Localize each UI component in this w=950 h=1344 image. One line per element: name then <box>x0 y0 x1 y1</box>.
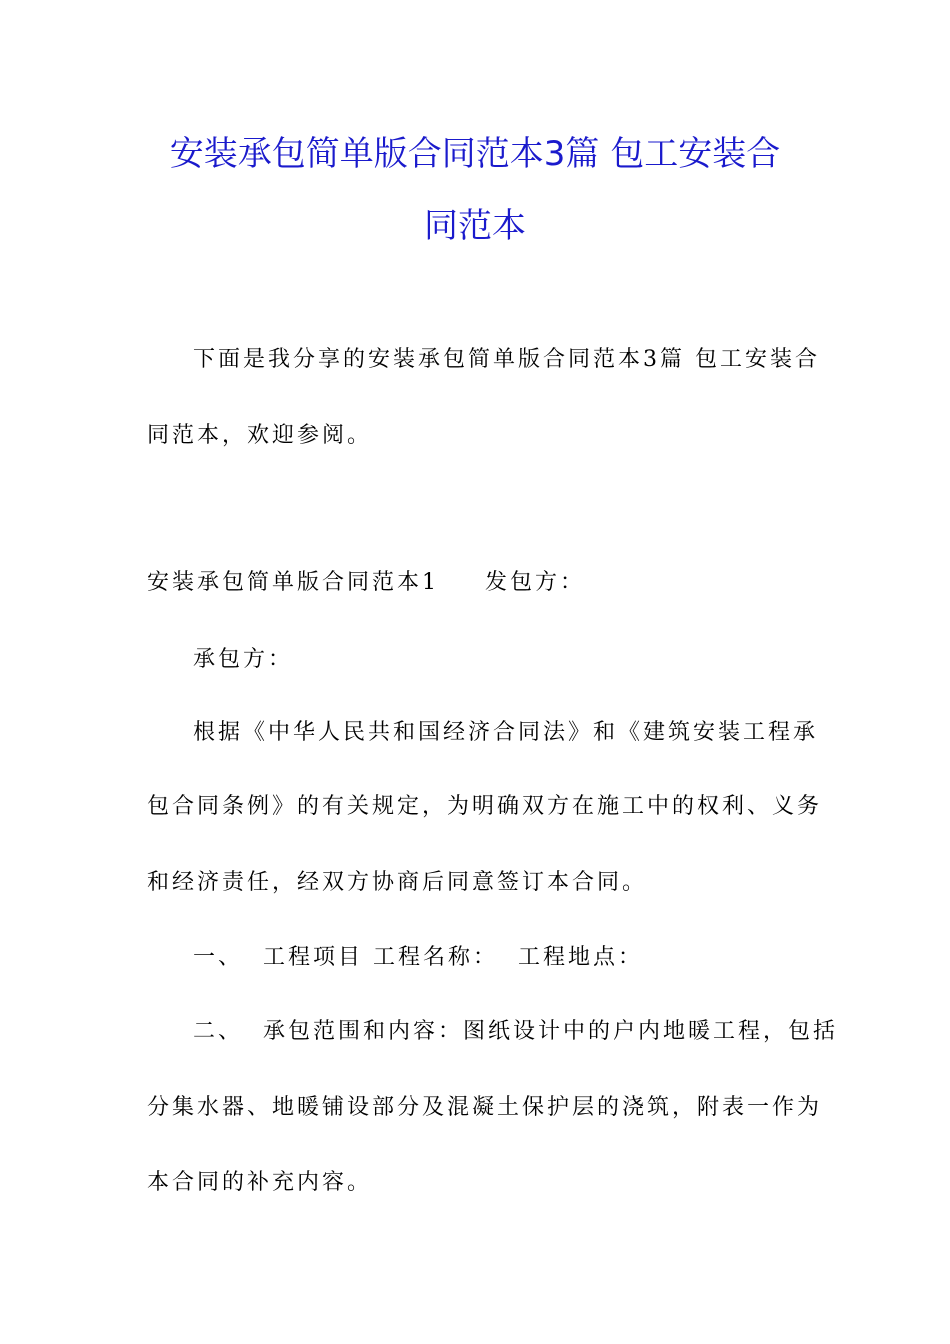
intro-line-1: 下面是我分享的安装承包简单版合同范本3篇 包工安装合 <box>193 347 820 372</box>
intro-line-2: 同范本，欢迎参阅。 <box>147 423 373 448</box>
paragraph-1-line-3: 和经济责任，经双方协商后同意签订本合同。 <box>147 870 648 895</box>
document-title-line-1: 安装承包简单版合同范本3篇 包工安装合 <box>169 134 781 174</box>
item-2-line-3: 本合同的补充内容。 <box>147 1170 373 1195</box>
item-1-text: 工程项目 工程名称： <box>263 945 499 970</box>
item-1-number: 一、 <box>193 945 244 970</box>
paragraph-1-line-1: 根据《中华人民共和国经济合同法》和《建筑安装工程承 <box>193 720 819 745</box>
item-1-row <box>193 943 643 973</box>
item-2-line-1: 承包范围和内容：图纸设计中的户内地暖工程，包括 <box>263 1019 839 1044</box>
document-title-line-2: 同范本 <box>424 206 526 246</box>
paragraph-1-line-2: 包合同条例》的有关规定，为明确双方在施工中的权利、义务 <box>147 794 823 819</box>
contractor-label: 承包方： <box>193 647 294 672</box>
item-2-number: 二、 <box>193 1019 244 1044</box>
item-2-row <box>193 1017 838 1047</box>
section-1-heading-row <box>147 568 585 598</box>
item-1-location: 工程地点： <box>518 945 644 970</box>
section-1-heading: 安装承包简单版合同范本1 <box>147 570 439 595</box>
item-2-line-2: 分集水器、地暖铺设部分及混凝土保护层的浇筑，附表一作为 <box>147 1095 823 1120</box>
employer-label: 发包方： <box>485 570 586 595</box>
